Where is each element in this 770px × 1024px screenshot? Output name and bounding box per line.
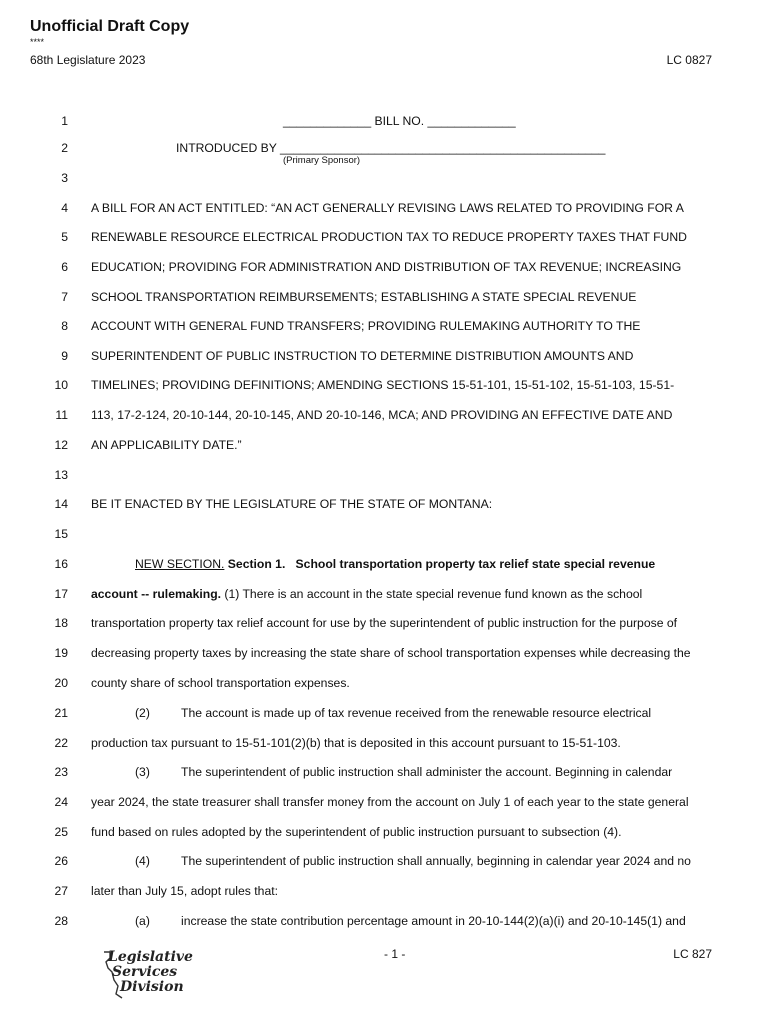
- legislature-label: 68th Legislature 2023: [30, 53, 146, 67]
- line-number: 13: [54, 468, 68, 482]
- subsection-number: (2): [135, 706, 150, 720]
- bill-line-26: [0, 851, 770, 871]
- bill-line-16: [0, 554, 770, 574]
- line-number: 11: [55, 408, 68, 422]
- line-text: EDUCATION; PROVIDING FOR ADMINISTRATION AND DISTRIBUTION OF TAX REVENUE; INCREASING: [91, 260, 682, 274]
- bill-line-27: [0, 881, 770, 901]
- bill-line-13: [0, 465, 770, 485]
- page-number: - 1 -: [384, 947, 406, 961]
- line-number: 12: [54, 438, 68, 452]
- section-number: Section 1.: [227, 557, 286, 571]
- line-text: year 2024, the state treasurer shall transfer money from the account on July 1 of each year to the state general: [91, 795, 689, 809]
- subsection-text: The superintendent of public instruction shall administer the account. Beginning in calendar: [181, 765, 673, 779]
- primary-sponsor-label: (Primary Sponsor): [283, 155, 361, 166]
- line-text: production tax pursuant to 15-51-101(2)(b) that is deposited in this account pursuant to 15-51-103.: [91, 736, 621, 750]
- line-number: 25: [54, 825, 68, 839]
- line-number: 16: [54, 557, 68, 571]
- legislative-services-division-logo: [100, 948, 193, 1000]
- line-number: 18: [54, 616, 68, 630]
- bill-line-12: [0, 435, 770, 455]
- line-text: AN APPLICABILITY DATE.”: [91, 438, 242, 452]
- line-text: fund based on rules adopted by the superintendent of public instruction pursuant to subsection (4).: [91, 825, 622, 839]
- bill-line-19: [0, 643, 770, 663]
- line-number: 19: [54, 646, 68, 660]
- line-number: 14: [54, 497, 68, 511]
- subsection-text: increase the state contribution percentage amount in 20-10-144(2)(a)(i) and 20-10-145(1) and: [181, 914, 686, 928]
- bill-line-8: [0, 316, 770, 336]
- line-number: 23: [54, 765, 68, 779]
- line-text: [91, 584, 642, 604]
- bill-line-7: [0, 287, 770, 307]
- subsection-text: The account is made up of tax revenue received from the renewable resource electrical: [181, 706, 652, 720]
- line-text: [135, 851, 691, 871]
- bill-line-10: [0, 375, 770, 395]
- line-number: 28: [54, 914, 68, 928]
- lc-number-footer: LC 827: [673, 947, 712, 961]
- bill-line-2: [0, 138, 770, 158]
- bill-line-25: [0, 822, 770, 842]
- subsection-number: (4): [135, 854, 150, 868]
- draft-title: Unofficial Draft Copy: [30, 18, 190, 35]
- subsection-number: (3): [135, 765, 150, 779]
- section-title-cont: account -- rulemaking.: [91, 587, 222, 601]
- line-text: SUPERINTENDENT OF PUBLIC INSTRUCTION TO DETERMINE DISTRIBUTION AMOUNTS AND: [91, 349, 634, 363]
- line-number: 20: [54, 676, 68, 690]
- bill-line-1: [0, 111, 770, 131]
- bill-line-14: [0, 494, 770, 514]
- draft-stars: ****: [30, 37, 45, 47]
- bill-line-9: [0, 346, 770, 366]
- bill-line-3: [0, 168, 770, 188]
- line-text: 113, 17-2-124, 20-10-144, 20-10-145, AND 20-10-146, MCA; AND PROVIDING AN EFFECTIVE DATE AND: [91, 408, 673, 422]
- bill-line-11: [0, 405, 770, 425]
- subsection-number: (a): [135, 914, 150, 928]
- bill-line-6: [0, 257, 770, 277]
- bill-no-field: _____________ BILL NO. _____________: [283, 114, 516, 128]
- line-text: RENEWABLE RESOURCE ELECTRICAL PRODUCTION TAX TO REDUCE PROPERTY TAXES THAT FUND: [91, 230, 687, 244]
- bill-line-17: [0, 584, 770, 604]
- line-number: 10: [54, 378, 68, 392]
- bill-line-15: [0, 524, 770, 544]
- line-number: 21: [54, 706, 68, 720]
- bill-line-23: [0, 762, 770, 782]
- line-text: decreasing property taxes by increasing the state share of school transportation expenses while decreasing the: [91, 646, 691, 660]
- line-text: TIMELINES; PROVIDING DEFINITIONS; AMENDING SECTIONS 15-51-101, 15-51-102, 15-51-103, 15-51-: [91, 378, 675, 392]
- line-number: 24: [54, 795, 68, 809]
- line-number: 8: [61, 319, 68, 333]
- subsection-text: The superintendent of public instruction shall annually, beginning in calendar year 2024 and no: [181, 854, 691, 868]
- bill-line-22: [0, 733, 770, 753]
- bill-line-24: [0, 792, 770, 812]
- line-number: 27: [54, 884, 68, 898]
- bill-line-28: [0, 911, 770, 931]
- line-number: 17: [54, 587, 68, 601]
- line-text: [135, 911, 686, 931]
- line-text: SCHOOL TRANSPORTATION REIMBURSEMENTS; ESTABLISHING A STATE SPECIAL REVENUE: [91, 290, 637, 304]
- bill-line-20: [0, 673, 770, 693]
- line-text: ACCOUNT WITH GENERAL FUND TRANSFERS; PROVIDING RULEMAKING AUTHORITY TO THE: [91, 319, 641, 333]
- line-number: 9: [61, 349, 68, 363]
- line-number: 1: [61, 114, 68, 128]
- line-number: 7: [61, 290, 68, 304]
- line-number: 15: [54, 527, 68, 541]
- line-number: 5: [61, 230, 68, 244]
- new-section-marker: NEW SECTION.: [135, 557, 225, 571]
- line-number: 3: [61, 171, 68, 185]
- bill-line-5: [0, 227, 770, 247]
- line-text: [135, 703, 651, 723]
- line-number: 2: [61, 141, 68, 155]
- enacting-clause: BE IT ENACTED BY THE LEGISLATURE OF THE STATE OF MONTANA:: [91, 497, 493, 511]
- line-number: 22: [54, 736, 68, 750]
- line-text: [135, 762, 672, 782]
- bill-line-21: [0, 703, 770, 723]
- section-heading: [135, 554, 655, 574]
- introduced-by-field: INTRODUCED BY ________________________________________________: [176, 141, 606, 155]
- section-title: School transportation property tax relief state special revenue: [295, 557, 656, 571]
- lc-number-header: LC 0827: [666, 53, 712, 67]
- line-text: A BILL FOR AN ACT ENTITLED: “AN ACT GENERALLY REVISING LAWS RELATED TO PROVIDING FOR A: [91, 201, 684, 215]
- line-number: 6: [61, 260, 68, 274]
- logo-line-3: Division: [120, 979, 184, 995]
- line-number: 4: [61, 201, 68, 215]
- logo-line-1: Legislative: [108, 949, 193, 965]
- line-text: transportation property tax relief account for use by the superintendent of public instruction for the purpose of: [91, 616, 678, 630]
- bill-line-4: [0, 198, 770, 218]
- line-text-rest: (1) There is an account in the state special revenue fund known as the school: [221, 587, 643, 601]
- logo-line-2: Services: [112, 964, 178, 980]
- line-text: county share of school transportation expenses.: [91, 676, 350, 690]
- bill-line-18: [0, 613, 770, 633]
- line-number: 26: [54, 854, 68, 868]
- line-text: later than July 15, adopt rules that:: [91, 884, 278, 898]
